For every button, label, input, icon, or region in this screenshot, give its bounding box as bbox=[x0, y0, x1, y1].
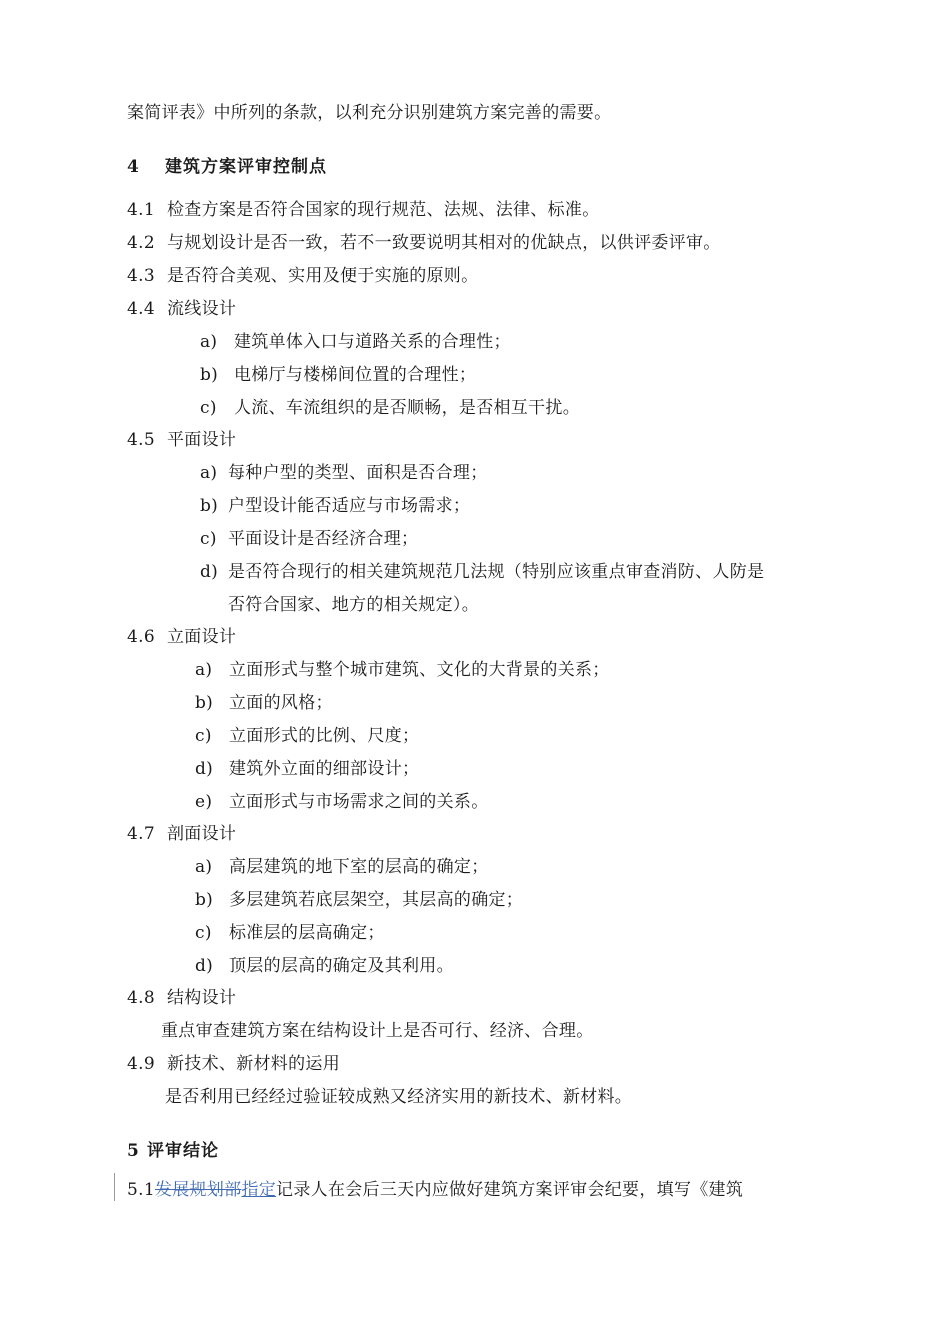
item-4-3 bbox=[127, 264, 478, 288]
flow-item-a bbox=[200, 330, 511, 354]
item-text: 顶层的层高的确定及其利用。 bbox=[229, 956, 454, 976]
plan-item-a bbox=[200, 461, 488, 485]
item-letter: d) bbox=[195, 759, 214, 779]
item-number: 4.7 bbox=[127, 824, 155, 844]
item-4-4 bbox=[127, 297, 236, 321]
item-letter: c) bbox=[200, 529, 217, 549]
item-text: 人流、车流组织的是否顺畅，是否相互干扰。 bbox=[234, 398, 580, 418]
item-letter: a) bbox=[195, 857, 213, 877]
item-text: 新技术、新材料的运用 bbox=[167, 1054, 340, 1074]
item-text: 每种户型的类型、面积是否合理； bbox=[228, 463, 488, 483]
item-letter: c) bbox=[195, 726, 212, 746]
plan-item-d bbox=[200, 560, 764, 584]
section-5-title: 评审结论 bbox=[147, 1141, 219, 1161]
plan-item-d-continued: 否符合国家、地方的相关规定）。 bbox=[228, 595, 479, 615]
item-letter: a) bbox=[200, 332, 218, 352]
item-text: 剖面设计 bbox=[167, 824, 237, 844]
item-letter: b) bbox=[200, 365, 219, 385]
section-item-d bbox=[195, 954, 454, 978]
item-text: 平面设计是否经济合理； bbox=[228, 529, 419, 549]
section-5-number: 5 bbox=[127, 1141, 140, 1161]
section-item-c bbox=[195, 921, 385, 945]
item-4-8 bbox=[127, 986, 236, 1010]
item-letter: c) bbox=[200, 398, 217, 418]
item-number: 4.8 bbox=[127, 988, 155, 1008]
item-5-1 bbox=[127, 1178, 743, 1202]
section-5-heading bbox=[127, 1139, 219, 1163]
section-item-a bbox=[195, 855, 489, 879]
section-4-title: 建筑方案评审控制点 bbox=[165, 157, 327, 177]
deleted-revision-text: 发展规划部 bbox=[154, 1180, 242, 1200]
item-letter: b) bbox=[200, 496, 219, 516]
change-bar bbox=[114, 1173, 115, 1201]
item-text: 高层建筑的地下室的层高的确定； bbox=[229, 857, 489, 877]
elevation-item-b bbox=[195, 691, 333, 715]
plan-item-c bbox=[200, 527, 418, 551]
item-number: 4.9 bbox=[127, 1054, 155, 1074]
elevation-item-c bbox=[195, 724, 419, 748]
elevation-item-e bbox=[195, 790, 489, 814]
inserted-revision-text: 指定 bbox=[241, 1180, 277, 1200]
item-number: 4.3 bbox=[127, 266, 155, 286]
item-text: 结构设计 bbox=[167, 988, 237, 1008]
item-text: 立面形式的比例、尺度； bbox=[229, 726, 420, 746]
item-number: 4.2 bbox=[127, 233, 155, 253]
item-text: 是否符合美观、实用及便于实施的原则。 bbox=[167, 266, 479, 286]
item-text: 记录人在会后三天内应做好建筑方案评审会纪要，填写《建筑 bbox=[276, 1180, 744, 1200]
item-4-9 bbox=[127, 1052, 340, 1076]
flow-item-b bbox=[200, 363, 476, 387]
elevation-item-a bbox=[195, 658, 610, 682]
item-letter: a) bbox=[200, 463, 218, 483]
item-text: 立面设计 bbox=[167, 627, 237, 647]
item-text: 立面形式与整个城市建筑、文化的大背景的关系； bbox=[229, 660, 610, 680]
item-text: 建筑外立面的细部设计； bbox=[229, 759, 420, 779]
item-4-2 bbox=[127, 231, 721, 255]
item-text: 建筑单体入口与道路关系的合理性； bbox=[234, 332, 511, 352]
item-4-6 bbox=[127, 625, 236, 649]
item-letter: a) bbox=[195, 660, 213, 680]
item-text: 平面设计 bbox=[167, 430, 237, 450]
item-letter: b) bbox=[195, 890, 214, 910]
plan-item-b bbox=[200, 494, 470, 518]
item-text: 立面的风格； bbox=[229, 693, 333, 713]
item-letter: e) bbox=[195, 792, 213, 812]
newtech-body: 是否利用已经经过验证较成熟又经济实用的新技术、新材料。 bbox=[165, 1087, 633, 1107]
item-4-5 bbox=[127, 428, 236, 452]
item-text: 标准层的层高确定； bbox=[229, 923, 385, 943]
item-text: 户型设计能否适应与市场需求； bbox=[228, 496, 471, 516]
item-number: 4.6 bbox=[127, 627, 155, 647]
structure-body: 重点审查建筑方案在结构设计上是否可行、经济、合理。 bbox=[161, 1021, 594, 1041]
item-4-7 bbox=[127, 822, 236, 846]
section-4-heading bbox=[127, 155, 327, 179]
item-text: 与规划设计是否一致，若不一致要说明其相对的优缺点，以供评委评审。 bbox=[167, 233, 721, 253]
elevation-item-d bbox=[195, 757, 419, 781]
item-text: 电梯厅与楼梯间位置的合理性； bbox=[234, 365, 477, 385]
item-4-1 bbox=[127, 198, 600, 222]
item-text: 多层建筑若底层架空，其层高的确定； bbox=[229, 890, 524, 910]
item-number: 4.1 bbox=[127, 200, 155, 220]
intro-line: 案简评表》中所列的条款，以利充分识别建筑方案完善的需要。 bbox=[127, 103, 612, 123]
section-4-number: 4 bbox=[127, 157, 140, 177]
item-number: 5.1 bbox=[127, 1180, 155, 1200]
item-text: 流线设计 bbox=[167, 299, 237, 319]
section-item-b bbox=[195, 888, 523, 912]
item-number: 4.5 bbox=[127, 430, 155, 450]
item-number: 4.4 bbox=[127, 299, 155, 319]
item-letter: d) bbox=[200, 562, 219, 582]
flow-item-c bbox=[200, 396, 580, 420]
item-text: 是否符合现行的相关建筑规范几法规（特别应该重点审查消防、人防是 bbox=[228, 562, 765, 582]
item-text: 立面形式与市场需求之间的关系。 bbox=[229, 792, 489, 812]
item-letter: d) bbox=[195, 956, 214, 976]
item-letter: b) bbox=[195, 693, 214, 713]
item-text: 检查方案是否符合国家的现行规范、法规、法律、标准。 bbox=[167, 200, 600, 220]
item-letter: c) bbox=[195, 923, 212, 943]
